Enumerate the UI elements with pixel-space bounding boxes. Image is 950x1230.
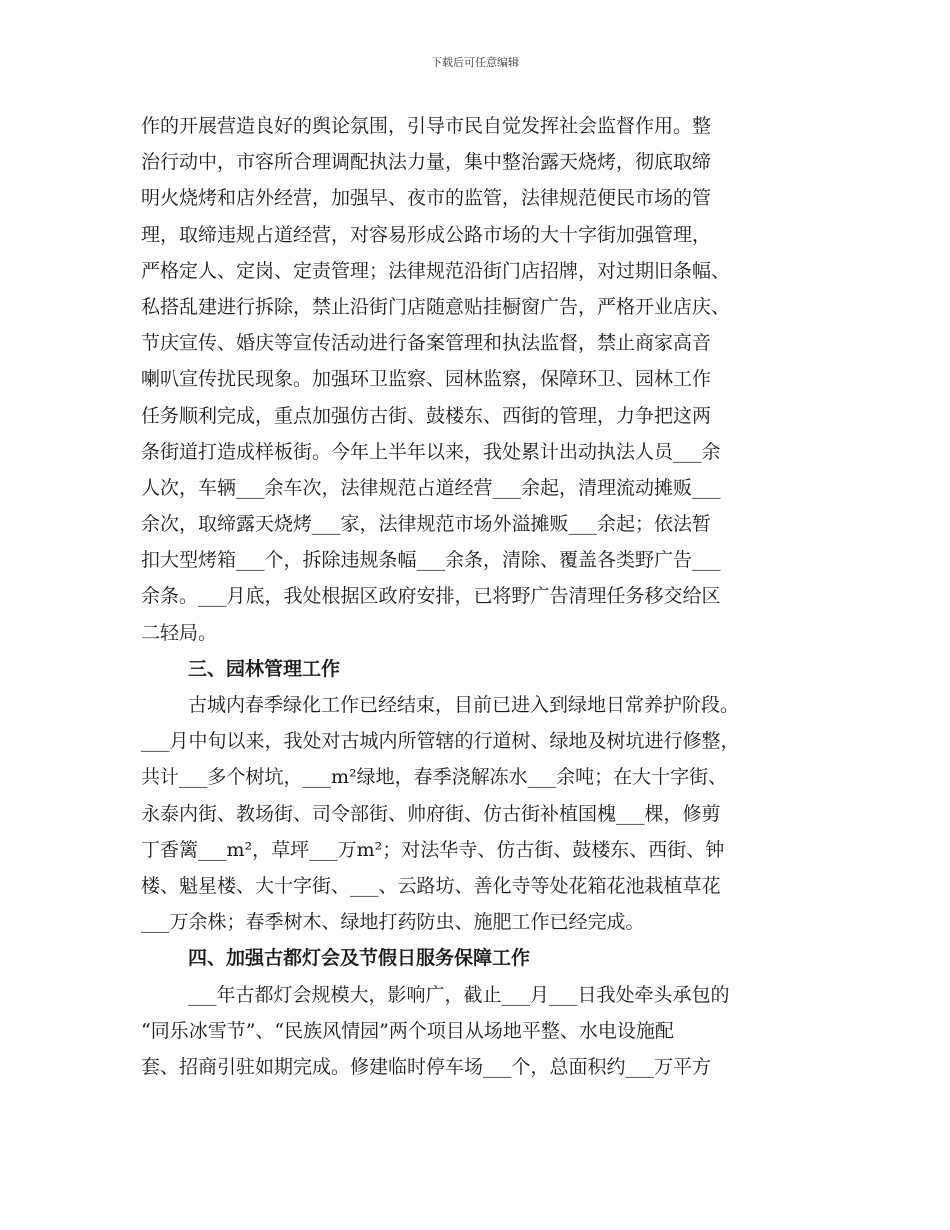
paragraph-lantern-festival <box>141 977 821 1086</box>
text-line: 扣大型烤箱___个，拆除违规条幅___余条，清除、覆盖各类野广告___ <box>141 549 721 572</box>
text-line: 人次，车辆___余车次，法律规范占道经营___余起，清理流动摊贩___ <box>141 476 721 499</box>
text-line: 任务顺利完成，重点加强仿古街、鼓楼东、西街的管理，力争把这两 <box>141 404 712 427</box>
text-line: ___月中旬以来，我处对古城内所管辖的行道树、绿地及树坑进行修整， <box>141 730 740 753</box>
text-line: 作的开展营造良好的舆论氛围，引导市民自觉发挥社会监督作用。整 <box>141 115 712 137</box>
text-line: “同乐冰雪节”、“民族风情园”两个项目从场地平整、水电设施配 <box>141 1019 674 1042</box>
text-line: 治行动中，市容所合理调配执法力量，集中整治露天烧烤，彻底取缔 <box>141 151 712 174</box>
text-line: 楼、魁星楼、大十字街、___、云路坊、善化寺等处花箱花池栽植草花 <box>141 874 721 897</box>
text-line: 共计___多个树坑，___m²绿地，春季浇解冻水___余吨；在大十字街、 <box>141 766 728 789</box>
text-line: 严格定人、定岗、定责管理；法律规范沿街门店招牌，对过期旧条幅、 <box>141 259 731 282</box>
text-line: 丁香篱___m²，草坪___万m²；对法华寺、仿古街、鼓楼东、西街、钟 <box>141 838 725 861</box>
paragraph-landscaping <box>141 687 821 940</box>
text-line: 余条。___月底，我处根据区政府安排，已将野广告清理任务移交给区 <box>141 585 721 608</box>
text-line: 古城内春季绿化工作已经结束，目前已进入到绿地日常养护阶段。 <box>188 694 740 716</box>
text-line: 喇叭宣传扰民现象。加强环卫监察、园林监察，保障环卫、园林工作 <box>141 368 712 391</box>
text-line: 明火烧烤和店外经营，加强早、夜市的监管，法律规范便民市场的管 <box>141 187 712 210</box>
text-line: 节庆宣传、婚庆等宣传活动进行备案管理和执法监督，禁止商家高音 <box>141 332 712 355</box>
page-header: 下载后可任意编辑 <box>431 56 519 69</box>
text-line: 二轻局。 <box>141 621 218 644</box>
text-line: 条街道打造成样板街。今年上半年以来，我处累计出动执法人员___余 <box>141 440 721 463</box>
text-line: 套、招商引驻如期完成。修建临时停车场___个，总面积约___万平方 <box>141 1055 712 1078</box>
text-line: 余次，取缔露天烧烤___家，法律规范市场外溢摊贩___余起；依法暂 <box>141 513 712 536</box>
text-line: 私搭乱建进行拆除，禁止沿街门店随意贴挂橱窗广告，严格开业店庆、 <box>141 295 731 318</box>
paragraph-enforcement <box>141 108 821 651</box>
text-line: 永泰内街、教场街、司令部街、帅府街、仿古街补植国槐___棵，修剪 <box>141 802 721 825</box>
document-body <box>141 108 821 1085</box>
text-line: ___万余株；春季树木、绿地打药防虫、施肥工作已经完成。 <box>141 911 645 934</box>
section-heading-landscaping: 三、园林管理工作 <box>188 657 341 680</box>
text-line: 理，取缔违规占道经营，对容易形成公路市场的大十字街加强管理， <box>141 223 712 246</box>
text-line: ___年古都灯会规模大，影响广，截止___月___日我处牵头承包的 <box>188 983 730 1006</box>
section-heading-lantern-festival: 四、加强古都灯会及节假日服务保障工作 <box>188 947 531 970</box>
